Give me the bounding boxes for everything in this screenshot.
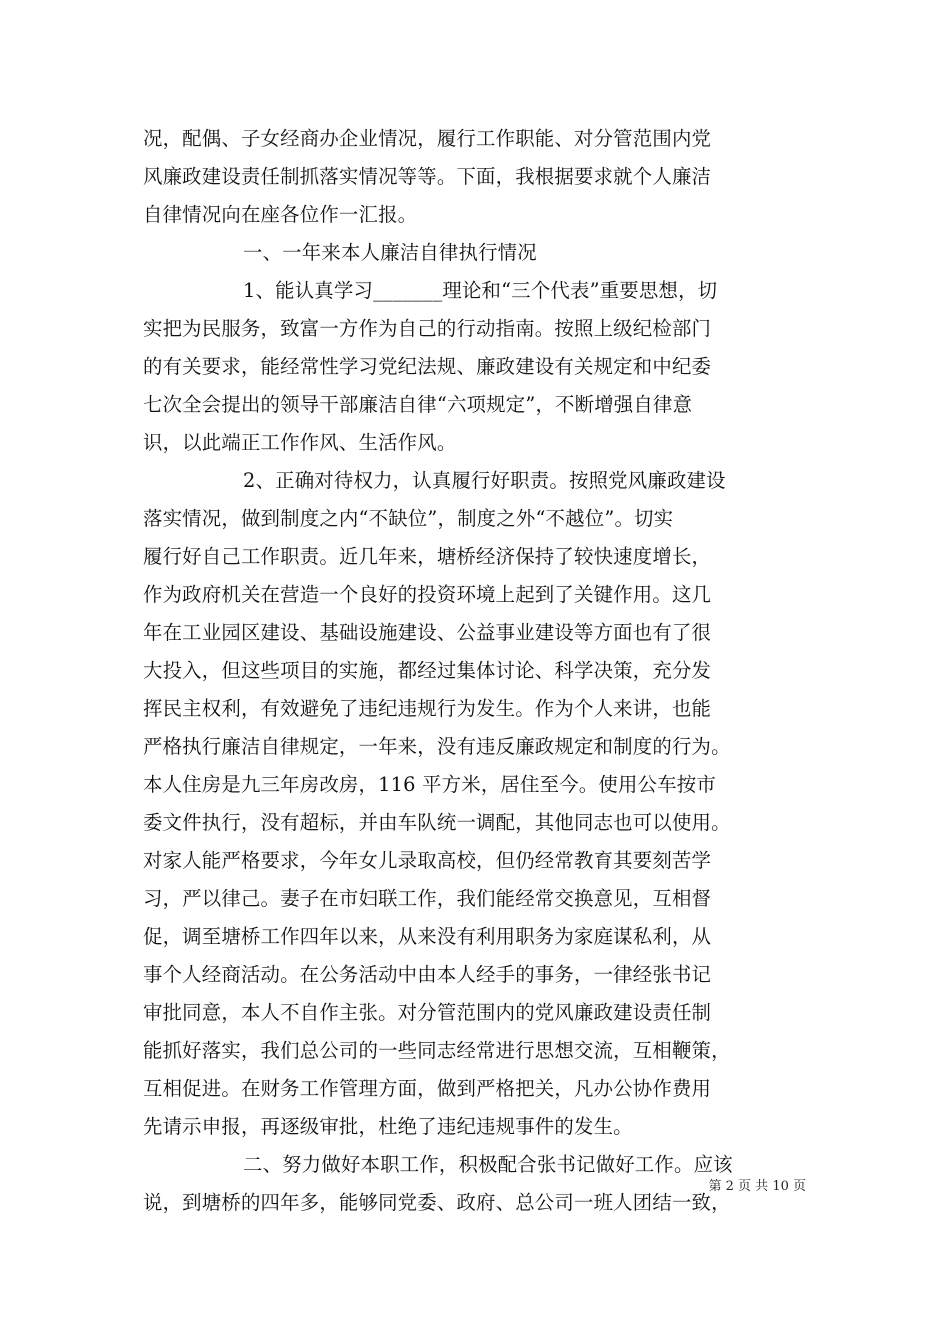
text-line: 事个人经商活动。在公务活动中由本人经手的事务，一律经张书记 — [143, 963, 712, 986]
text-line: 本人住房是九三年房改房，116 平方米，居住至今。使用公车按市 — [143, 773, 716, 796]
text-line: 履行好自己工作职责。近几年来，塘桥经济保持了较快速度增长， — [143, 545, 712, 568]
text-line: 先请示申报，再逐级审批，杜绝了违纪违规事件的发生。 — [143, 1115, 633, 1138]
text-line: 的有关要求，能经常性学习党纪法规、廉政建设有关规定和中纪委 — [143, 355, 712, 378]
paragraph-first-line: 一、一年来本人廉洁自律执行情况 — [243, 241, 537, 264]
text-line: 实把为民服务，致富一方作为自己的行动指南。按照上级纪检部门 — [143, 317, 712, 340]
text-line: 习，严以律己。妻子在市妇联工作，我们能经常交换意见，互相督 — [143, 887, 712, 910]
text-line: 作为政府机关在营造一个良好的投资环境上起到了关键作用。这几 — [143, 583, 712, 606]
text-line: 七次全会提出的领导干部廉洁自律“六项规定”，不断增强自律意 — [143, 393, 693, 416]
text-line: 能抓好落实，我们总公司的一些同志经常进行思想交流，互相鞭策， — [143, 1039, 731, 1062]
text-line: 自律情况向在座各位作一汇报。 — [143, 203, 418, 226]
text-line: 年在工业园区建设、基础设施建设、公益事业建设等方面也有了很 — [143, 621, 712, 644]
paragraph-first-line: 二、努力做好本职工作，积极配合张书记做好工作。应该 — [243, 1153, 733, 1176]
paragraph-first-line: 2、正确对待权力，认真履行好职责。按照党风廉政建设 — [243, 469, 726, 492]
text-line: 对家人能严格要求，今年女儿录取高校，但仍经常教育其要刻苦学 — [143, 849, 712, 872]
body-text — [143, 120, 833, 1222]
text-line: 大投入，但这些项目的实施，都经过集体讨论、科学决策，充分发 — [143, 659, 712, 682]
text-line: 落实情况，做到制度之内“不缺位”，制度之外“不越位”。切实 — [143, 507, 674, 530]
text-line: 识，以此端正工作作风、生活作风。 — [143, 431, 457, 454]
text-line: 挥民主权利，有效避免了违纪违规行为发生。作为个人来讲，也能 — [143, 697, 712, 720]
text-line: 说，到塘桥的四年多，能够同党委、政府、总公司一班人团结一致， — [143, 1191, 731, 1214]
text-line: 风廉政建设责任制抓落实情况等等。下面，我根据要求就个人廉洁 — [143, 165, 712, 188]
text-line: 况，配偶、子女经商办企业情况，履行工作职能、对分管范围内党 — [143, 127, 712, 150]
page-number-footer: 第 2 页 共 10 页 — [708, 1179, 806, 1194]
text-line: 互相促进。在财务工作管理方面，做到严格把关，凡办公协作费用 — [143, 1077, 712, 1100]
text-line: 促，调至塘桥工作四年以来，从来没有利用职务为家庭谋私利，从 — [143, 925, 712, 948]
text-line: 审批同意，本人不自作主张。对分管范围内的党风廉政建设责任制 — [143, 1001, 712, 1024]
paragraph-first-line: 1、能认真学习_______理论和“三个代表”重要思想，切 — [243, 279, 718, 302]
text-line: 委文件执行，没有超标，并由车队统一调配，其他同志也可以使用。 — [143, 811, 731, 834]
text-line: 严格执行廉洁自律规定，一年来，没有违反廉政规定和制度的行为。 — [143, 735, 731, 758]
